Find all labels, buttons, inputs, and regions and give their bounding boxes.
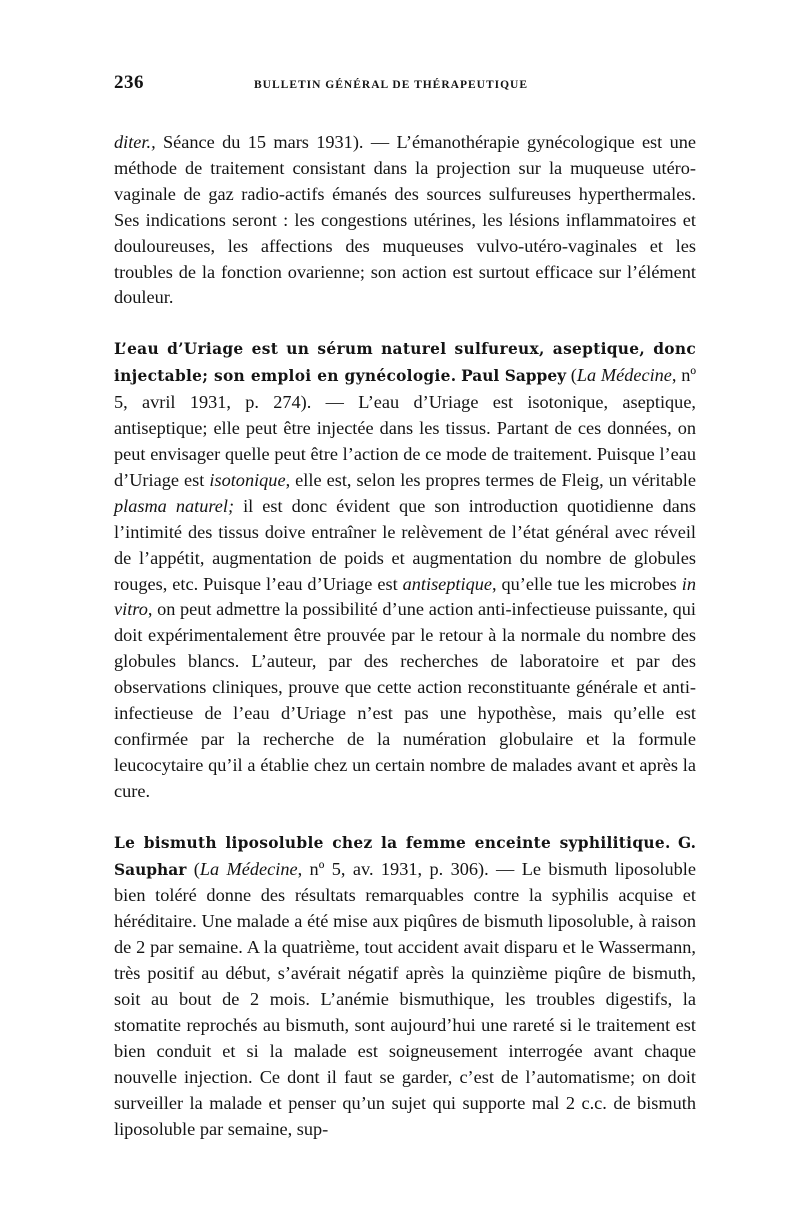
article-bismuth-title: Le bismuth liposoluble chez la femme enceinte syphilitique. bbox=[114, 833, 671, 852]
emphasis-in-vitro: in vitro bbox=[114, 573, 696, 620]
page-number: 236 bbox=[114, 72, 144, 93]
article-uriage-journal: La Médecine bbox=[576, 365, 672, 386]
intro-text: Séance du 15 mars 1931). — L’émanothérapie gynécologique est une méthode de traitement consistant dans la projection sur la muqueuse utéro-vaginale de gaz radio-actifs émanés des sources sulfureuses hyperthermales. Ses indications seront : les congestions utérines, les lésions inflammatoires et douloureuses, les affections des muqueuses vulvo-utéro-vaginales et les troubles de la fonction ovarienne; son action est surtout efficace sur l’élément douleur. bbox=[114, 132, 696, 308]
emphasis-plasma: plasma naturel; bbox=[114, 495, 235, 516]
article-uriage-text-3: il est donc évident que son introduction quotidienne dans l’intimité des tissus doive entraîner le relèvement de l’état général avec réveil de l’appétit, augmentation de poids et augmentation du nombre de globules rouges, etc. Puisque l’eau d’Uriage est bbox=[114, 495, 696, 594]
article-bismuth-ref-open: ( bbox=[186, 858, 200, 879]
emphasis-antiseptique: antiseptique bbox=[402, 573, 492, 594]
article-uriage-author: Paul Sappey bbox=[461, 367, 567, 386]
article-bismuth bbox=[114, 830, 696, 1143]
article-uriage-text-5: , on peut admettre la possibilité d’une action anti-infectieuse puissante, qui doit expérimentalement être prouvée par le retour à la normale du nombre des globules blancs. L’auteur, par des recherches de laboratoire et par des observations cliniques, prouve que cette action reconstituante générale et anti-infectieuse de l’eau d’Uriage n’est pas une hypothèse, mais qu’elle est confirmée par la recherche de la numération globulaire et la formule leucocytaire qu’il a établie chez un certain nombre de malades avant et après la cure. bbox=[114, 599, 696, 801]
intro-journal: diter., bbox=[114, 132, 156, 152]
article-uriage-title: L’eau d’Uriage est un sérum naturel sulfureux, aseptique, donc injectable; son emploi en gynécologie. bbox=[114, 340, 696, 386]
intro-paragraph bbox=[114, 130, 696, 311]
journal-title: BULLETIN GÉNÉRAL DE THÉRAPEUTIQUE bbox=[254, 79, 529, 91]
page bbox=[114, 72, 696, 1143]
article-uriage-ref-open: ( bbox=[566, 365, 577, 386]
article-bismuth-author: G. Sauphar bbox=[114, 833, 696, 879]
running-head bbox=[114, 72, 696, 112]
article-bismuth-citation: , nº 5, av. 1931, p. 306). — Le bismuth liposoluble bien toléré donne des résultats remarquables contre la syphilis acquise et héréditaire. Une malade a été mise aux piqûres de bismuth liposoluble, à raison de 2 par semaine. A la quatrième, tout accident avait disparu et le Wassermann, très positif au début, s’avérait négatif après la quinzième piqûre de bismuth, soit au bout de 2 mois. L’anémie bismuthique, les troubles digestifs, la stomatite reprochés au bismuth, sont aujourd’hui une rareté si le traitement est bien conduit et si la malade est soigneusement interrogée avant chaque nouvelle injection. Ce dont il faut se garder, c’est de l’automatisme; on doit surveiller la malade et penser qu’un sujet qui supporte mal 2 c.c. de bismuth liposoluble par semaine, sup- bbox=[114, 858, 696, 1139]
article-uriage-citation: , nº 5, avril 1931, p. 274). — L’eau d’Uriage est isotonique, aseptique, antiseptique; elle peut être injectée dans les tissus. Partant de ces données, on peut envisager quelle peut être l’action de ce mode de traitement. Puisque l’eau d’Uriage est bbox=[114, 365, 696, 490]
article-uriage-text-4: , qu’elle tue les microbes bbox=[492, 573, 682, 594]
article-bismuth-journal: La Médecine bbox=[199, 858, 298, 879]
article-uriage bbox=[114, 336, 696, 804]
article-uriage-text-2: , elle est, selon les propres termes de Fleig, un véritable bbox=[285, 469, 697, 490]
emphasis-isotonique: isotonique bbox=[209, 469, 286, 490]
